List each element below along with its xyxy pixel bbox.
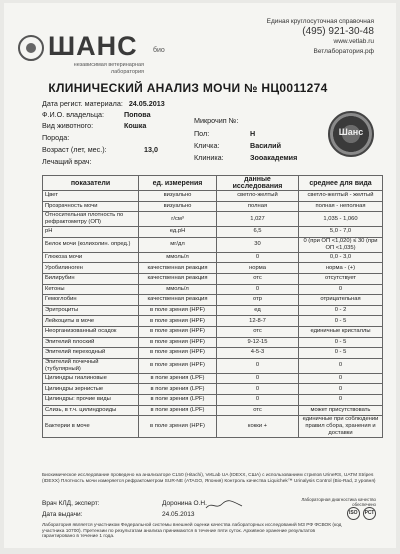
contact-website-ru: Ветлаборатория.рф: [313, 48, 374, 55]
header-result: данные исследования: [217, 176, 299, 191]
table-header-row: [43, 176, 383, 191]
sex-row: [194, 129, 256, 138]
nickname-value: Василий: [250, 141, 282, 150]
cell-result: ед: [217, 305, 299, 316]
doctor-label: Лечащий врач:: [42, 157, 92, 166]
microchip-label: Микрочип №:: [194, 116, 239, 125]
table-row: [43, 237, 383, 252]
cell-result: норма: [217, 263, 299, 274]
cell-parameter: Неорганизованный осадок: [43, 326, 139, 337]
cell-result: кокки +: [217, 416, 299, 438]
table-row: [43, 326, 383, 337]
cell-parameter: Кетоны: [43, 284, 139, 295]
registration-date-label: Дата регист. материала:: [42, 99, 123, 108]
accreditation-note: Лаборатория является участником Федеральной системы внешней оценки качества лабораторных исследований МЗ РФ ФСВОК (код участника 10700). Претензии по результатам анализа принимаются в течение пяти суток. Архивное хранение результатов гарантировано в течение 1 года.: [42, 523, 342, 540]
cell-reference: 0 - 5: [299, 337, 383, 348]
cell-parameter: Бактерии в моче: [43, 416, 139, 438]
cell-parameter: Уробилиноген: [43, 263, 139, 274]
cell-result: 12-8-7: [217, 316, 299, 327]
cell-unit: ед.pH: [139, 227, 217, 238]
table-row: [43, 273, 383, 284]
cell-parameter: Эпителий плоский: [43, 337, 139, 348]
cell-result: 0: [217, 252, 299, 263]
table-row: [43, 394, 383, 405]
header-unit: ед. измерения: [139, 176, 217, 191]
rst-badge-icon: РСТ: [363, 507, 376, 520]
clinic-label: Клиника:: [194, 153, 224, 162]
cell-parameter: Эпителий переходный: [43, 348, 139, 359]
report-title: КЛИНИЧЕСКИЙ АНАЛИЗ МОЧИ № НЦ0011274: [48, 81, 328, 95]
cell-unit: в поле зрения (LPF): [139, 373, 217, 384]
breed-label: Порода:: [42, 133, 70, 142]
cell-result: 30: [217, 237, 299, 252]
registration-date-value: 24.05.2013: [128, 99, 165, 108]
results-table: [42, 175, 383, 438]
method-note: Биохимическое исследование проведено на анализаторе CL50 (Hitachi), VetLab UA (IDEXX, США) с использованием стрипов UrineRS, UATM Stripes (IDEXX) Плотность мочи измеряется рефрактометром SUR-NE (ATAGO, Япония) Контроль качества Liquichek™ Urinalysis Control (Bio-Rad, 2 уровня): [42, 473, 376, 484]
table-row: [43, 316, 383, 327]
nickname-label: Кличка:: [194, 141, 220, 150]
results-body: [43, 191, 383, 438]
cell-reference: 0 - 2: [299, 305, 383, 316]
table-row: [43, 227, 383, 238]
table-row: [43, 212, 383, 227]
contact-phone: (495) 921-30-48: [302, 26, 374, 37]
cell-result: 0: [217, 394, 299, 405]
laboratory-stamp-icon: [328, 111, 374, 157]
cell-unit: ммоль/л: [139, 252, 217, 263]
table-row: [43, 358, 383, 373]
issue-date-label: Дата выдачи:: [42, 511, 83, 518]
age-label: Возраст (лет, мес.):: [42, 145, 107, 154]
logo-suffix: био: [153, 47, 165, 54]
cell-reference: 1,035 - 1,060: [299, 212, 383, 227]
cell-parameter: Гемоглобин: [43, 295, 139, 306]
cell-reference: 0: [299, 284, 383, 295]
cell-parameter: Билирубин: [43, 273, 139, 284]
cell-reference: светло-желтый - желтый: [299, 191, 383, 202]
table-row: [43, 252, 383, 263]
cell-reference: 0 - 5: [299, 348, 383, 359]
table-row: [43, 191, 383, 202]
cell-reference: отрицательная: [299, 295, 383, 306]
nickname-row: [194, 141, 282, 150]
logo-name: ШАНС: [48, 31, 138, 61]
cell-reference: 0 - 5: [299, 316, 383, 327]
table-row: [43, 337, 383, 348]
cell-result: отр: [217, 295, 299, 306]
cell-unit: в поле зрения (LPF): [139, 394, 217, 405]
table-row: [43, 384, 383, 395]
quality-badges: [286, 497, 376, 517]
table-row: [43, 295, 383, 306]
lab-doctor-label: Врач КЛД, эксперт:: [42, 500, 100, 507]
cell-reference: 0: [299, 394, 383, 405]
table-row: [43, 373, 383, 384]
cell-unit: качественная реакция: [139, 263, 217, 274]
cell-unit: в поле зрения (HPF): [139, 337, 217, 348]
logo: [16, 25, 166, 80]
header-parameter: показатели: [43, 176, 139, 191]
lab-report-page: [4, 3, 396, 548]
cell-reference: 0,0 - 3,0: [299, 252, 383, 263]
contact-heading: Единая круглосуточная справочная: [266, 18, 374, 25]
clinic-value: Зооакадемия: [250, 153, 298, 162]
cell-result: отс: [217, 273, 299, 284]
cell-result: 6,5: [217, 227, 299, 238]
cell-reference: 0: [299, 358, 383, 373]
cell-unit: в поле зрения (HPF): [139, 316, 217, 327]
cell-result: 0: [217, 373, 299, 384]
cell-parameter: pH: [43, 227, 139, 238]
cell-unit: г/см³: [139, 212, 217, 227]
cell-reference: 0: [299, 384, 383, 395]
cell-unit: в поле зрения (LPF): [139, 405, 217, 416]
cell-result: 0: [217, 358, 299, 373]
lab-doctor-value: Доронина О.Н.: [162, 500, 207, 507]
microchip-row: [194, 116, 238, 125]
cell-result: 0: [217, 384, 299, 395]
cell-parameter: Относительная плотность по рефрактометру (ОП): [43, 212, 139, 227]
cell-unit: визуально: [139, 201, 217, 212]
cell-parameter: Глюкоза мочи: [43, 252, 139, 263]
cell-reference: норма - (+): [299, 263, 383, 274]
table-row: [43, 416, 383, 438]
table-row: [43, 263, 383, 274]
owner-value: Попова: [124, 110, 151, 119]
cell-parameter: Лейкоциты в моче: [43, 316, 139, 327]
cell-unit: качественная реакция: [139, 273, 217, 284]
cell-reference: может присутствовать: [299, 405, 383, 416]
species-row: [42, 121, 147, 130]
table-row: [43, 201, 383, 212]
table-row: [43, 305, 383, 316]
cell-reference: 5,0 - 7,0: [299, 227, 383, 238]
cell-unit: в поле зрения (LPF): [139, 384, 217, 395]
iso-badge-icon: ISO: [347, 507, 360, 520]
cell-result: отс: [217, 326, 299, 337]
cell-parameter: Слизь, в т.ч. цилиндроиды: [43, 405, 139, 416]
badges-text: Лабораторная диагностика качество обеспечено: [301, 497, 376, 507]
species-value: Кошка: [124, 121, 147, 130]
cell-reference: отсутствует: [299, 273, 383, 284]
cell-parameter: Эритроциты: [43, 305, 139, 316]
signature-scribble-icon: [204, 499, 244, 511]
cell-parameter: Эпителий почечный (тубулярный): [43, 358, 139, 373]
cell-parameter: Цвет: [43, 191, 139, 202]
cell-reference: полная - неполная: [299, 201, 383, 212]
table-row: [43, 348, 383, 359]
age-value: 13,0: [144, 145, 158, 154]
header-reference: среднее для вида: [299, 176, 383, 191]
contact-block: [267, 17, 374, 57]
cell-reference: 0 (при ОП <1,020) ≤ 30 (при ОП <1,035): [299, 237, 383, 252]
issue-date-value: 24.05.2013: [162, 511, 195, 518]
stamp-text: Шанс: [338, 127, 364, 137]
cell-unit: ммоль/л: [139, 284, 217, 295]
registration-date-row: [42, 99, 165, 108]
cell-unit: в поле зрения (HPF): [139, 326, 217, 337]
table-row: [43, 405, 383, 416]
cell-unit: визуально: [139, 191, 217, 202]
cell-result: 0: [217, 284, 299, 295]
owner-label: Ф.И.О. владельца:: [42, 110, 105, 119]
contact-website: www.vetlab.ru: [333, 38, 374, 45]
cell-parameter: Цилиндры: прочие виды: [43, 394, 139, 405]
cell-result: полная: [217, 201, 299, 212]
sex-value: Н: [250, 129, 256, 138]
cell-result: 9-12-15: [217, 337, 299, 348]
clinic-row: [194, 153, 298, 162]
cell-result: отс: [217, 405, 299, 416]
cell-unit: мг/дл: [139, 237, 217, 252]
species-label: Вид животного:: [42, 121, 94, 130]
age-row: [42, 145, 158, 154]
breed-row: [42, 133, 69, 142]
cell-parameter: Цилиндры зернистые: [43, 384, 139, 395]
cell-reference: 0: [299, 373, 383, 384]
cell-reference: единичные при соблюдении правил сбора, хранения и доставки: [299, 416, 383, 438]
issue-date-row: [42, 511, 195, 518]
logo-tagline: независимая ветеринарная лаборатория: [73, 62, 144, 75]
table-row: [43, 284, 383, 295]
cell-reference: единичные кристаллы: [299, 326, 383, 337]
cell-result: 1,027: [217, 212, 299, 227]
cell-parameter: Цилиндры гиалиновые: [43, 373, 139, 384]
cell-unit: в поле зрения (HPF): [139, 358, 217, 373]
cell-unit: в поле зрения (HPF): [139, 348, 217, 359]
cell-result: светло-желтый: [217, 191, 299, 202]
cell-parameter: Прозрачность мочи: [43, 201, 139, 212]
cell-parameter: Белок мочи (колихолин. опред.): [43, 237, 139, 252]
sex-label: Пол:: [194, 129, 210, 138]
logo-circle-icon: [18, 35, 44, 61]
doctor-row: [42, 157, 92, 166]
cell-unit: в поле зрения (HPF): [139, 416, 217, 438]
cell-result: 4-5-3: [217, 348, 299, 359]
owner-row: [42, 110, 151, 119]
cell-unit: в поле зрения (HPF): [139, 305, 217, 316]
doctor-sign-row: [42, 500, 207, 507]
cell-unit: качественная реакция: [139, 295, 217, 306]
